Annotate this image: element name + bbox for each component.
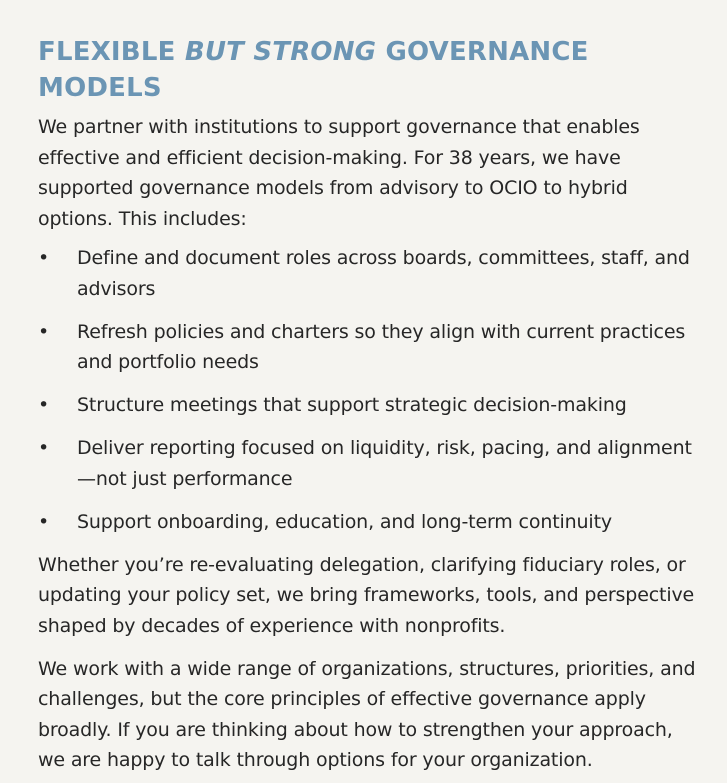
delegation-paragraph: Whether you’re re-evaluating delegation, clarifying fiduciary roles, or updating your policy set, we bring frameworks, tools, and perspective shaped by decades of experience with nonprofits.	[38, 553, 695, 637]
list-item	[38, 433, 698, 494]
bullet-dot: •	[38, 247, 50, 269]
services-list	[38, 243, 698, 537]
governance-section	[38, 34, 698, 776]
list-item-text: Structure meetings that support strategic decision-making	[77, 394, 627, 416]
list-item	[38, 507, 698, 538]
list-item	[38, 243, 698, 304]
section-heading	[38, 34, 698, 106]
list-item-text: Define and document roles across boards, committees, staff, and advisors	[77, 247, 690, 300]
bullet-dot: •	[38, 394, 50, 416]
list-item-text: Refresh policies and charters so they align with current practices and portfolio needs	[77, 320, 686, 373]
list-item	[38, 317, 698, 378]
bullet-dot: •	[38, 320, 50, 343]
list-item-text: Deliver reporting focused on liquidity, risk, pacing, and alignment—not just performance	[77, 437, 692, 490]
bullet-dot: •	[38, 510, 50, 533]
heading-emphasis: BUT STRONG	[184, 37, 377, 67]
bullet-dot: •	[38, 437, 50, 459]
heading-part-1: FLEXIBLE	[38, 37, 185, 67]
intro-paragraph: We partner with institutions to support governance that enables effective and efficient decision-making. For 38 years, we have supported governance models from advisory to OCIO to hybrid options. This includes:	[38, 116, 640, 230]
heading-part-2: GOVERNANCE MODELS	[38, 37, 589, 103]
list-item-text: Support onboarding, education, and long-term continuity	[77, 510, 612, 533]
list-item	[38, 390, 698, 421]
closing-paragraph: We work with a wide range of organizations, structures, priorities, and challenges, but the core principles of effective governance apply broadly. If you are thinking about how to strengthen your approach, we are happy to talk through options for your organization.	[38, 657, 696, 771]
